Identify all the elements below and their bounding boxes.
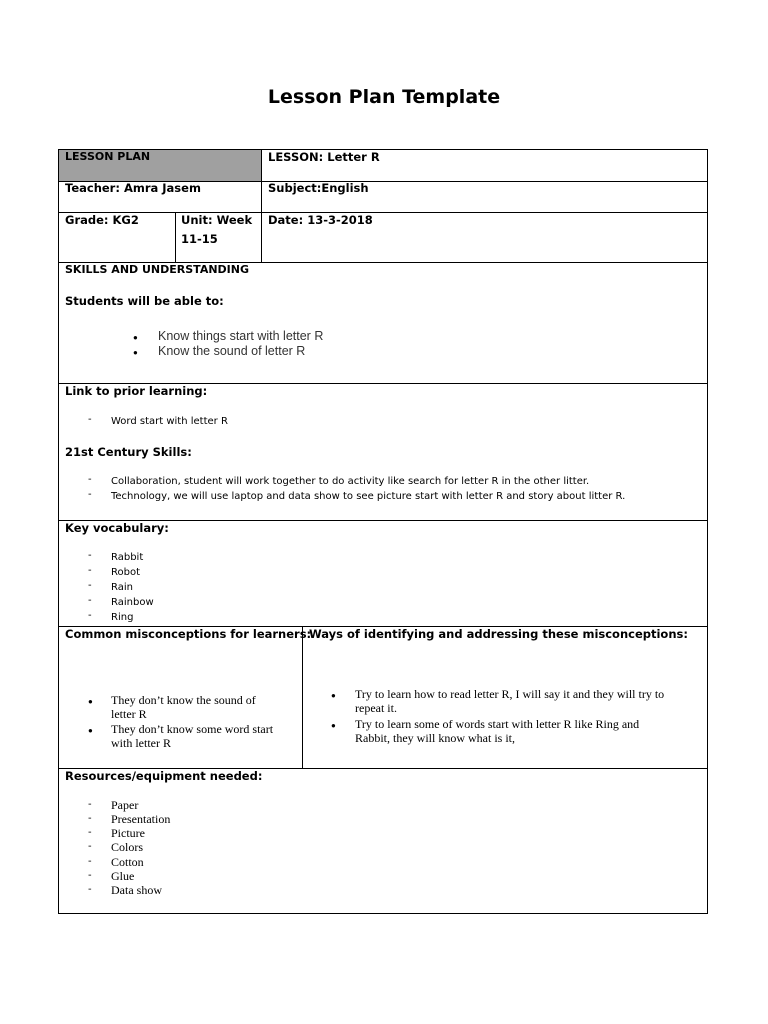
century-item: Collaboration, student will work together to do activity like search for letter R in the other litter. xyxy=(111,476,590,487)
skill-item: Know things start with letter R xyxy=(158,329,324,343)
resource-item: Data show xyxy=(111,883,162,897)
bullet-icon: ● xyxy=(133,333,138,342)
misconception-item: with letter R xyxy=(111,736,171,750)
page-title: Lesson Plan Template xyxy=(267,86,501,108)
skills-subheading: Students will be able to: xyxy=(65,294,224,308)
addressing-heading: Ways of identifying and addressing these misconceptions: xyxy=(309,627,688,641)
bullet-icon: ● xyxy=(133,348,138,357)
unit-line-2: 11-15 xyxy=(181,232,218,246)
skills-section xyxy=(58,262,708,384)
dash-marker: - xyxy=(88,565,92,576)
addressing-item: repeat it. xyxy=(355,701,397,715)
resource-item: Glue xyxy=(111,869,135,883)
vocab-item: Rain xyxy=(111,582,133,593)
dash-marker: - xyxy=(88,474,92,485)
dash-marker: - xyxy=(88,841,92,852)
unit-line-1: Unit: Week xyxy=(181,213,253,227)
vocab-item: Rainbow xyxy=(111,597,154,608)
lesson-plan-label: LESSON PLAN xyxy=(65,150,151,163)
addressing-item: Try to learn some of words start with letter R like Ring and xyxy=(355,717,640,731)
skills-heading: SKILLS AND UNDERSTANDING xyxy=(65,263,249,276)
vocab-item: Rabbit xyxy=(111,552,144,563)
vocabulary-heading: Key vocabulary: xyxy=(65,521,169,535)
century-item: Technology, we will use laptop and data show to see picture start with letter R and story about litter R. xyxy=(111,491,626,502)
vocab-item: Ring xyxy=(111,612,134,623)
resources-heading: Resources/equipment needed: xyxy=(65,769,263,783)
dash-marker: - xyxy=(88,414,92,425)
resource-item: Paper xyxy=(111,798,139,812)
prior-item: Word start with letter R xyxy=(111,416,228,427)
prior-learning-heading: Link to prior learning: xyxy=(65,384,208,398)
misconception-item: They don’t know the sound of xyxy=(111,693,256,707)
skill-item: Know the sound of letter R xyxy=(158,344,306,358)
misconception-item: They don’t know some word start xyxy=(111,722,274,736)
grade: Grade: KG2 xyxy=(65,213,139,227)
dash-marker: - xyxy=(88,799,92,810)
resource-item: Colors xyxy=(111,840,144,854)
century-heading: 21st Century Skills: xyxy=(65,445,192,459)
dash-marker: - xyxy=(88,580,92,591)
dash-marker: - xyxy=(88,870,92,881)
lesson-title: LESSON: Letter R xyxy=(268,150,380,164)
dash-marker: - xyxy=(88,595,92,606)
resource-item: Picture xyxy=(111,826,145,840)
dash-marker: - xyxy=(88,610,92,621)
dash-marker: - xyxy=(88,827,92,838)
dash-marker: - xyxy=(88,884,92,895)
resource-item: Cotton xyxy=(111,855,144,869)
addressing-item: Rabbit, they will know what is it, xyxy=(355,731,515,745)
resource-item: Presentation xyxy=(111,812,171,826)
bullet-icon: ● xyxy=(331,721,336,730)
bullet-icon: ● xyxy=(331,691,336,700)
bullet-icon: ● xyxy=(88,697,93,706)
vocab-item: Robot xyxy=(111,567,141,578)
date: Date: 13-3-2018 xyxy=(268,213,373,227)
misconceptions-heading: Common misconceptions for learners: xyxy=(65,627,312,641)
teacher-name: Teacher: Amra Jasem xyxy=(65,181,201,195)
dash-marker: - xyxy=(88,550,92,561)
addressing-item: Try to learn how to read letter R, I will say it and they will try to xyxy=(355,687,665,701)
dash-marker: - xyxy=(88,489,92,500)
subject: Subject:English xyxy=(268,181,369,195)
misconception-item: letter R xyxy=(111,707,147,721)
dash-marker: - xyxy=(88,813,92,824)
dash-marker: - xyxy=(88,856,92,867)
bullet-icon: ● xyxy=(88,726,93,735)
